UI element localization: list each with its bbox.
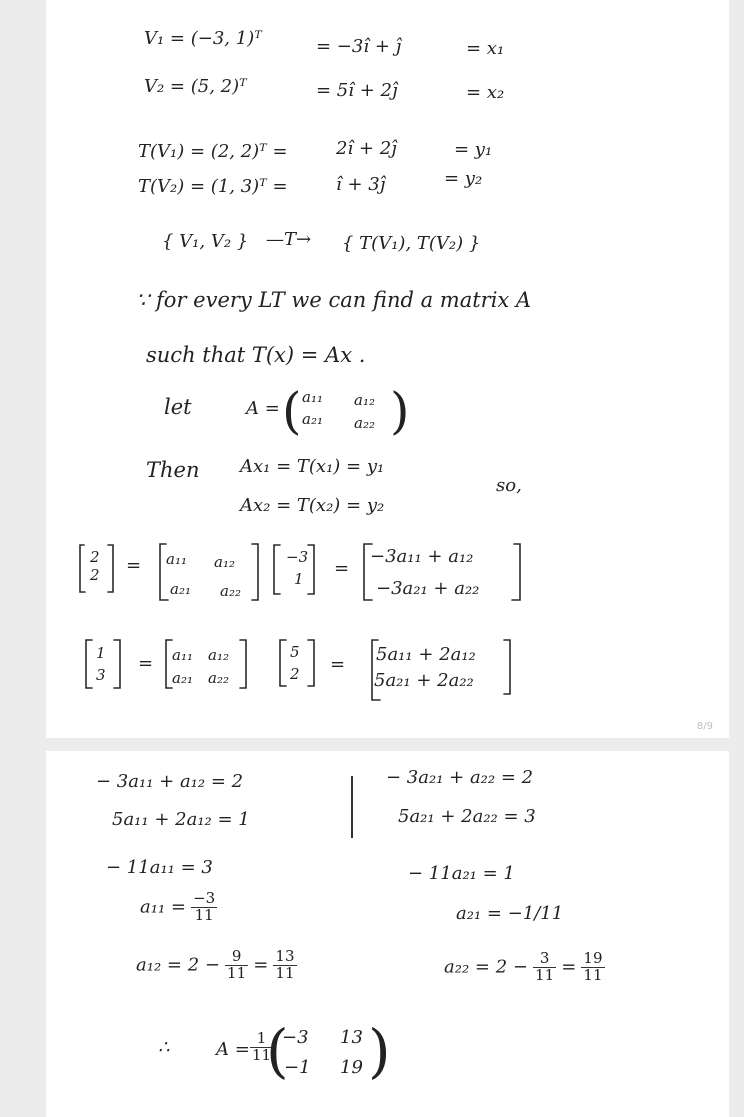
tv1-definition: T(V₁) = (2, 2)ᵀ = (138, 141, 288, 162)
then-label: Then (146, 458, 200, 482)
let-label: let (164, 395, 192, 419)
v2-unit-vector: = 5î + 2ĵ (316, 80, 398, 101)
a12-entry: a₁₂ (354, 391, 375, 409)
so-label: so, (496, 475, 522, 496)
right-eq4: a₂₁ = −1/11 (456, 903, 564, 924)
x1-top: −3 (286, 548, 309, 566)
tv1-unit-vector: 2î + 2ĵ (336, 138, 397, 159)
a21-entry: a₂₁ (302, 410, 323, 428)
eq1-a22: a₂₂ (220, 582, 241, 600)
column-divider (351, 776, 353, 838)
image-set: { T(V₁), T(V₂) } (342, 233, 481, 254)
a22-entry: a₂₂ (354, 414, 375, 432)
left-eq3: − 11a₁₁ = 3 (106, 857, 213, 878)
left-eq1: − 3a₁₁ + a₁₂ = 2 (96, 771, 244, 792)
y2-bottom: 3 (96, 666, 106, 684)
eq2-a12: a₁₂ (208, 646, 229, 664)
eq1-a12: a₁₂ (214, 553, 235, 571)
matrix-brackets (46, 0, 729, 738)
v2-definition: V₂ = (5, 2)ᵀ (144, 76, 247, 97)
final-a11: −3 (282, 1027, 309, 1048)
tv2-definition: T(V₂) = (1, 3)ᵀ = (138, 176, 288, 197)
final-right-paren: ) (368, 1017, 391, 1085)
v1-unit-vector: = −3î + ĵ (316, 36, 402, 57)
eq2-a21: a₂₁ (172, 669, 193, 687)
equation-ax2: Ax₂ = T(x₂) = y₂ (240, 495, 385, 516)
tv1-name: = y₁ (454, 139, 493, 160)
final-left-paren: ( (266, 1017, 289, 1085)
mapping-arrow: —T→ (266, 229, 312, 250)
eq2-rhs-bottom: 5a₂₁ + 2a₂₂ (374, 670, 474, 691)
eq2-a11: a₁₁ (172, 646, 193, 664)
equation-ax1: Ax₁ = T(x₁) = y₁ (240, 456, 385, 477)
right-eq2: 5a₂₁ + 2a₂₂ = 3 (398, 806, 536, 827)
matrix-a-right-paren: ) (390, 382, 410, 440)
page-1: V₁ = (−3, 1)ᵀ = −3î + ĵ = x₁ V₂ = (5, 2)ᵀ = 5î + 2ĵ = x₂ T(V₁) = (2, 2)ᵀ = 2î + 2ĵ = y₁ T(V₂) = (1, 3)ᵀ = î + 3ĵ = y₂ { V₁, V₂ } —T→ { T(V₁), T(V₂) } ∵ for every LT we can find a matrix A such that T(x) = Ax . let A = ( a₁₁ a₁₂ a₂₁ a₂₂ ) Then Ax₁ = T(x₁) = y₁ Ax₂ = T(x₂) = y₂ so, 2 2 = a₁₁ a₁₂ a₂₁ a₂₂ −3 1 = −3a₁₁ + a₁₂ −3a₂₁ + a₂₂ 1 3 = a₁₁ a₁₂ a₂₁ a₂₂ 5 2 = 5a₁₁ + 2a₁₂ 5a₂₁ + 2a₂₂ 8/9 (46, 0, 729, 738)
page-2 (46, 751, 729, 1117)
y1-top: 2 (90, 548, 100, 566)
y1-bottom: 2 (90, 566, 100, 584)
tv2-unit-vector: î + 3ĵ (336, 174, 386, 195)
eq2-rhs-top: 5a₁₁ + 2a₁₂ (376, 644, 476, 665)
eq1-rhs-top: −3a₁₁ + a₁₂ (370, 546, 474, 567)
final-a22: 19 (340, 1057, 363, 1078)
therefore-symbol: ∴ (158, 1037, 170, 1058)
right-eq5: a₂₂ = 2 − $\frac{3}{11}$ = $\frac{19}{11}$ (444, 949, 603, 984)
eq1-rhs-bottom: −3a₂₁ + a₂₂ (376, 578, 480, 599)
matrix-a-left-paren: ( (282, 382, 302, 440)
final-scalar: $\frac{1}{11}$ (252, 1029, 272, 1064)
final-a21: −1 (284, 1057, 311, 1078)
x1-bottom: 1 (294, 570, 304, 588)
v1-name: = x₁ (466, 38, 505, 59)
right-eq3: − 11a₂₁ = 1 (408, 863, 515, 884)
x2-top: 5 (290, 643, 300, 661)
a11-entry: a₁₁ (302, 388, 323, 406)
page-number: 8/9 (696, 721, 713, 732)
eq2-a22: a₂₂ (208, 669, 229, 687)
statement-line-1: ∵ for every LT we can find a matrix A (136, 288, 532, 312)
final-a12: 13 (340, 1027, 363, 1048)
tv2-name: = y₂ (444, 168, 483, 189)
left-eq4: a₁₁ = $\frac{-3}{11}$ (140, 889, 216, 924)
left-eq5: a₁₂ = 2 − $\frac{9}{11}$ = $\frac{13}{11}$ (136, 947, 295, 982)
matrix-a-label: A = (246, 398, 280, 419)
eq1-a21: a₂₁ (170, 580, 191, 598)
statement-line-2: such that T(x) = Ax . (146, 343, 366, 367)
left-eq2: 5a₁₁ + 2a₁₂ = 1 (112, 809, 250, 830)
v1-definition: V₁ = (−3, 1)ᵀ (144, 28, 262, 49)
y2-top: 1 (96, 644, 106, 662)
v2-name: = x₂ (466, 82, 505, 103)
basis-set: { V₁, V₂ } (162, 231, 249, 252)
x2-bottom: 2 (290, 665, 300, 683)
right-eq1: − 3a₂₁ + a₂₂ = 2 (386, 767, 534, 788)
final-a-label: A = (216, 1039, 250, 1060)
eq1-a11: a₁₁ (166, 550, 187, 568)
